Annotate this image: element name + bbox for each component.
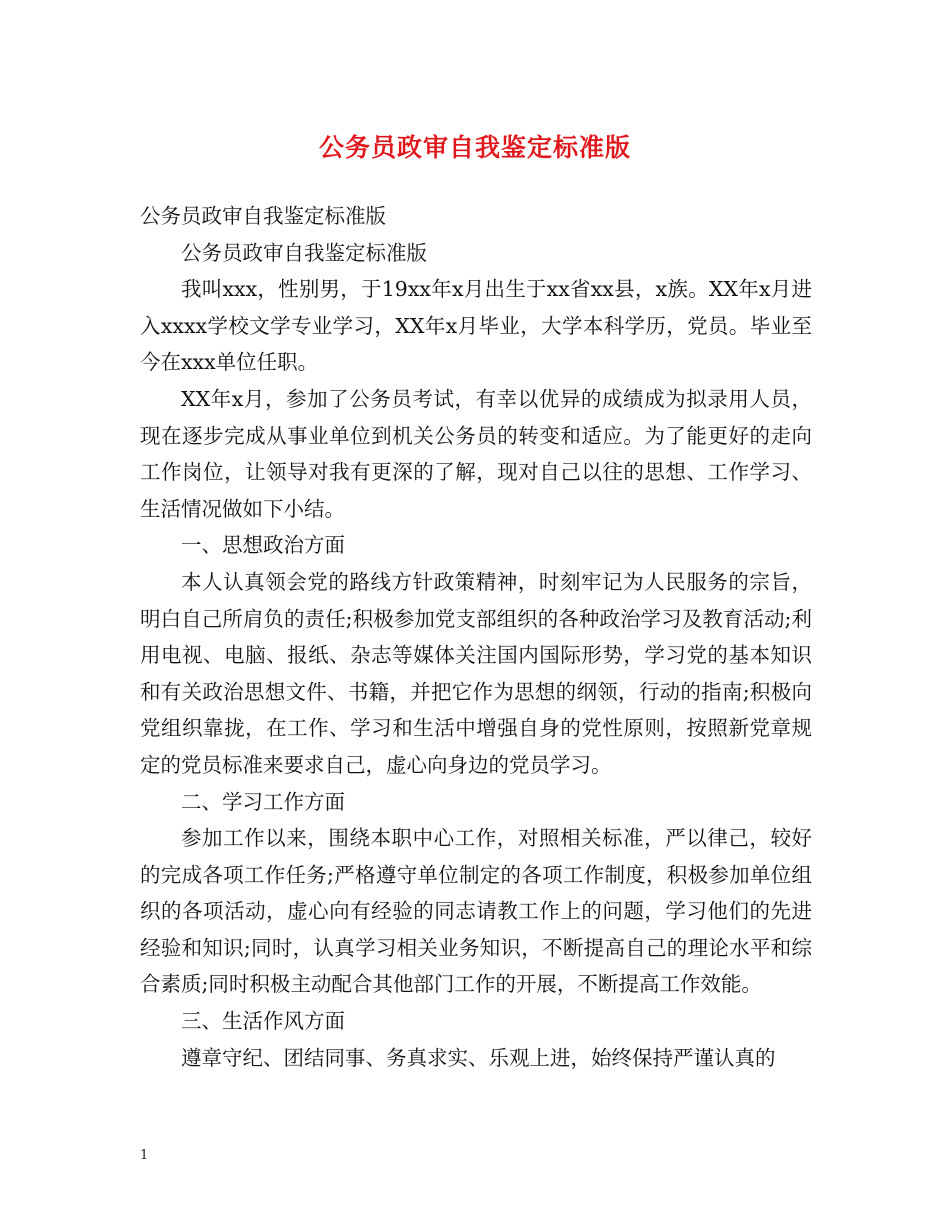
paragraph-subtitle: 公务员政审自我鉴定标准版 [181,240,427,265]
paragraph-heading-repeat: 公务员政审自我鉴定标准版 [140,204,386,228]
paragraph-work: 参加工作以来，围绕本职中心工作，对照相关标准，严以律己，较好的完成各项工作任务;严格遵守单位制定的各项工作制度，积极参加单位组织的各项活动，虚心向有经验的同志请教工作上的问题，学习他们的先进经验和知识;同时，认真学习相关业务知识，不断提高自己的理论水平和综合素质;同时积极主动配合其他部门工作的开展，不断提高工作效能。 [140,826,812,997]
section-heading-political: 一、思想政治方面 [181,533,345,558]
paragraph-political: 本人认真领会党的路线方针政策精神，时刻牢记为人民服务的宗旨，明白自己所肩负的责任;积极参加党支部组织的各种政治学习及教育活动;利用电视、电脑、报纸、杂志等媒体关注国内国际形势，学习党的基本知识和有关政治思想文件、书籍，并把它作为思想的纲领，行动的指南;积极向党组织靠拢，在工作、学习和生活中增强自身的党性原则，按照新党章规定的党员标准来要求自己，虚心向身边的党员学习。 [140,569,812,777]
document-title: 公务员政审自我鉴定标准版 [318,133,631,162]
paragraph-life: 遵章守纪、团结同事、务真求实、乐观上进，始终保持严谨认真的 [181,1045,776,1070]
section-heading-work: 二、学习工作方面 [181,789,345,814]
page-number: 1 [140,1148,149,1163]
paragraph-personal-info: 我叫xxx，性别男，于19xx年x月出生于xx省xx县，x族。XX年x月进入xxxx学校文学专业学习，XX年x月毕业，大学本科学历，党员。毕业至今在xxx单位任职。 [140,277,812,375]
paragraph-introduction: XX年x月，参加了公务员考试，有幸以优异的成绩成为拟录用人员，现在逐步完成从事业单位到机关公务员的转变和适应。为了能更好的走向工作岗位，让领导对我有更深的了解，现对自己以往的思想、工作学习、生活情况做如下小结。 [140,386,812,521]
document-body [140,198,812,1076]
section-heading-life: 三、生活作风方面 [181,1009,345,1034]
